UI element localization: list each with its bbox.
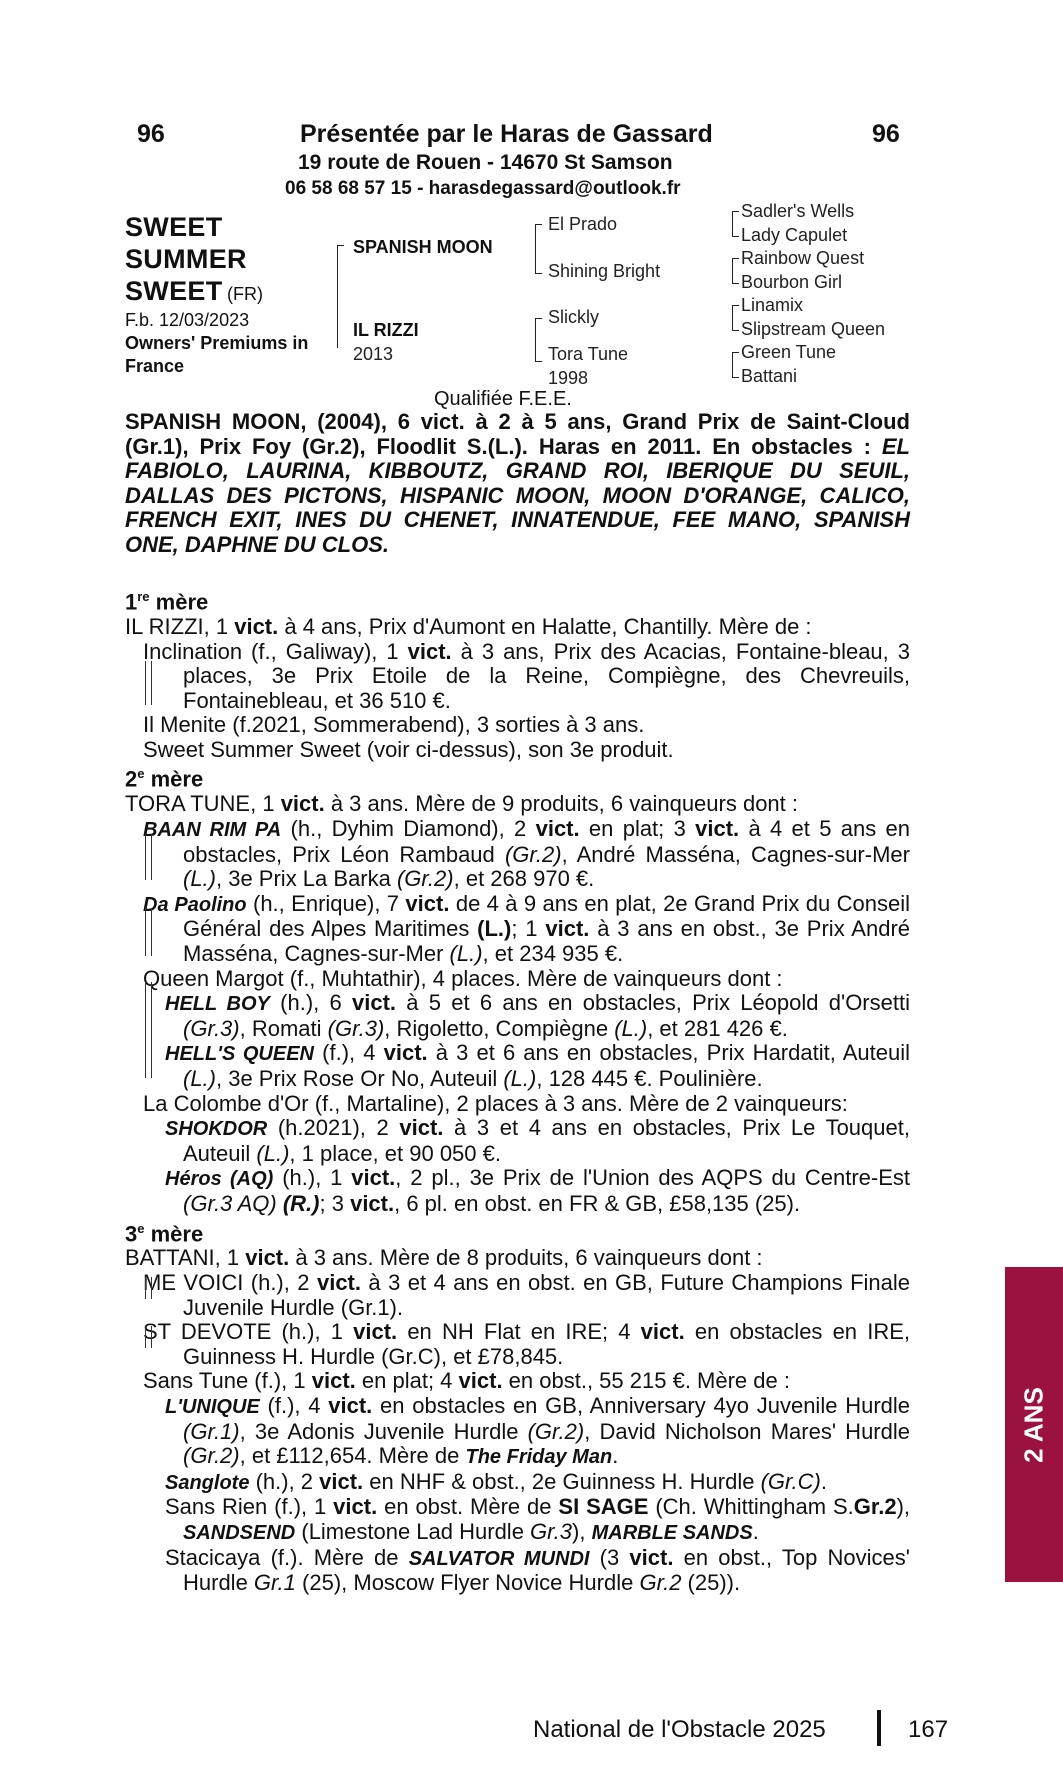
m2-intro: TORA TUNE, 1 vict. à 3 ans. Mère de 9 produits, 6 vainqueurs dont : — [125, 791, 799, 817]
section-title-m1: 1re mère — [125, 589, 209, 615]
pedigree-g4: Bourbon Girl — [741, 272, 843, 292]
pedigree-bracket-parents — [337, 245, 344, 324]
lot-number-left: 96 — [137, 120, 165, 148]
continuation-bar — [145, 1277, 152, 1299]
continuation-bar — [145, 834, 152, 880]
presenter: Présentée par le Haras de Gassard — [300, 120, 713, 148]
pedigree-bracket-dam — [535, 318, 542, 362]
continuation-bar — [145, 1326, 152, 1348]
pedigree-g6: Slipstream Queen — [741, 319, 886, 339]
pedigree-bracket-g56 — [732, 305, 739, 331]
m2-grandproduce-hells-queen: HELL'S QUEEN (f.), 4 vict. à 3 et 6 ans en obstacles, Prix Hardatit, Auteuil (L.), 3e Prix Rose Or No, Auteuil (L.), 128 445 €. Poulinière. — [165, 1040, 910, 1091]
m3-grandproduce-sanglote: Sanglote (h.), 2 vict. en NHF & obst., 2e Guinness H. Hurdle (Gr.C). — [165, 1468, 827, 1494]
age-side-tab-label: 2 ANS — [1018, 1386, 1049, 1463]
m3-grandproduce-sans-rien: Sans Rien (f.), 1 vict. en obst. Mère de SI SAGE (Ch. Whittingham S.Gr.2), SANDSEND (Limestone Lad Hurdle Gr.3), MARBLE SANDS. — [165, 1494, 911, 1544]
pedigree-g7: Green Tune — [741, 342, 837, 362]
continuation-bar — [145, 982, 152, 1078]
horse-name-line2: SUMMER — [125, 244, 247, 274]
sire-offspring: EL FABIOLO, LAURINA, KIBBOUTZ, GRAND ROI, IBERIQUE DU SEUIL, DALLAS DES PICTONS, HISPANIC MOON, MOON D'ORANGE, CALICO, FRENCH EXIT, INES DU CHENET, INNATENDUE, FEE MANO, SPANISH ONE, DAPHNE DU CLOS. — [125, 433, 910, 557]
continuation-bar — [145, 661, 152, 705]
premiums-line1: Owners' Premiums in — [125, 333, 309, 353]
horse-name-line1: SWEET — [125, 212, 223, 242]
pedigree-dam-sire: Slickly — [548, 307, 600, 327]
qualification: Qualifiée F.E.E. — [434, 388, 572, 410]
m3-grandproduce-lunique: L'UNIQUE (f.), 4 vict. en obstacles en GB, Anniversary 4yo Juvenile Hurdle (Gr.1), 3e Adonis Juvenile Hurdle (Gr.2), David Nicholson Mares' Hurdle (Gr.2), et £112,654. Mère de The Friday Man. — [165, 1392, 910, 1469]
m3-produce-me-voici: ME VOICI (h.), 2 vict. à 3 et 4 ans en obst. en GB, Future Champions Finale Juvenile Hurdle (Gr.1). — [143, 1270, 910, 1320]
pedigree-g5: Linamix — [741, 295, 804, 315]
m3-produce-sans-tune: Sans Tune (f.), 1 vict. en plat; 4 vict. en obst., 55 215 €. Mère de : — [143, 1368, 790, 1394]
lot-number-right: 96 — [872, 120, 900, 148]
pedigree-sire-dam: Shining Bright — [548, 261, 661, 281]
m2-produce-queen-margot: Queen Margot (f., Muhtathir), 4 places. Mère de vainqueurs dont : — [143, 965, 783, 991]
contact: 06 58 68 57 15 - harasdegassard@outlook.fr — [285, 178, 681, 199]
m2-grandproduce-shokdor: SHOKDOR (h.2021), 2 vict. à 3 et 4 ans en obstacles, Prix Le Touquet, Auteuil (L.), 1 place, et 90 050 €. — [165, 1115, 910, 1166]
pedigree-dam-dam: Tora Tune — [548, 344, 629, 364]
m1-produce-il-menite: Il Menite (f.2021, Sommerabend), 3 sorties à 3 ans. — [143, 712, 645, 738]
pedigree-bracket-g12 — [732, 211, 739, 237]
m3-grandproduce-stacicaya: Stacicaya (f.). Mère de SALVATOR MUNDI (3 vict. en obst., Top Novices' Hurdle Gr.1 (25), Moscow Flyer Novice Hurdle Gr.2 (25)). — [165, 1544, 910, 1596]
m1-produce-sweet-summer-sweet: Sweet Summer Sweet (voir ci-dessus), son 3e produit. — [143, 736, 674, 762]
m2-grandproduce-hell-boy: HELL BOY (h.), 6 vict. à 5 et 6 ans en obstacles, Prix Léopold d'Orsetti (Gr.3), Romati (Gr.3), Rigoletto, Compiègne (L.), et 281 426 €. — [165, 990, 910, 1041]
address: 19 route de Rouen - 14670 St Samson — [298, 151, 673, 174]
m2-grandproduce-heros: Héros (AQ) (h.), 1 vict., 2 pl., 3e Prix de l'Union des AQPS du Centre-Est (Gr.3 AQ) (R.); 3 vict., 6 pl. en obst. en FR & GB, £58,135 (25). — [165, 1165, 910, 1216]
pedigree-sire-sire: El Prado — [548, 214, 618, 234]
pedigree-sire: SPANISH MOON — [353, 237, 493, 257]
pedigree-bracket-g78 — [732, 352, 739, 378]
horse-origin: (FR) — [226, 284, 263, 304]
m2-produce-baan-rim-pa: BAAN RIM PA (h., Dyhim Diamond), 2 vict. en plat; 3 vict. à 4 et 5 ans en obstacles, Prix Léon Rambaud (Gr.2), André Masséna, Cagnes-sur-Mer (L.), 3e Prix La Barka (Gr.2), et 268 970 €. — [143, 816, 910, 892]
m1-produce-inclination: Inclination (f., Galiway), 1 vict. à 3 ans, Prix des Acacias, Fontaine-bleau, 3 places, 3e Prix Etoile de la Reine, Compiègne, des Chevreuils, Fontainebleau, et 36 510 €. — [143, 638, 910, 713]
section-title-m2: 2e mère — [125, 766, 204, 792]
page-number: 167 — [908, 1716, 949, 1743]
section-title-m3: 3e mère — [125, 1220, 204, 1246]
horse-name-line3: SWEET — [125, 276, 223, 306]
m3-produce-st-devote: ST DEVOTE (h.), 1 vict. en NH Flat en IRE; 4 vict. en obstacles en IRE, Guinness H. Hurdle (Gr.C), et £78,845. — [143, 1319, 910, 1369]
pedigree-bracket-sire — [535, 224, 542, 274]
premiums-line2: France — [125, 356, 185, 376]
pedigree-dam-dam-year: 1998 — [548, 368, 589, 388]
footer-divider — [877, 1710, 881, 1746]
pedigree-dam-year: 2013 — [353, 344, 394, 364]
sire-intro: SPANISH MOON, (2004), 6 vict. à 2 à 5 ans, Grand Prix de Saint-Cloud (Gr.1), Prix Foy (Gr.2), Floodlit S.(L.). Haras en 2011. En obstacles : — [125, 409, 910, 459]
footer-publication: National de l'Obstacle 2025 — [533, 1716, 826, 1743]
m3-intro: BATTANI, 1 vict. à 3 ans. Mère de 8 produits, 6 vainqueurs dont : — [125, 1245, 763, 1271]
m1-intro: IL RIZZI, 1 vict. à 4 ans, Prix d'Aumont en Halatte, Chantilly. Mère de : — [125, 613, 812, 639]
pedigree-g2: Lady Capulet — [741, 225, 848, 245]
m2-produce-la-colombe: La Colombe d'Or (f., Martaline), 2 places à 3 ans. Mère de 2 vainqueurs: — [143, 1090, 848, 1116]
horse-info: F.b. 12/03/2023 — [125, 310, 250, 330]
m2-produce-da-paolino: Da Paolino (h., Enrique), 7 vict. de 4 à 9 ans en plat, 2e Grand Prix du Conseil Général des Alpes Maritimes (L.); 1 vict. à 3 ans en obst., 3e Prix André Masséna, Cagnes-sur-Mer (L.), et 234 935 €. — [143, 890, 911, 966]
pedigree-bracket-g34 — [732, 258, 739, 284]
age-side-tab — [1005, 1267, 1063, 1582]
pedigree-g3: Rainbow Quest — [741, 248, 865, 268]
pedigree-g1: Sadler's Wells — [741, 201, 855, 221]
family-body — [125, 585, 910, 1596]
pedigree-bracket-tail — [337, 323, 338, 348]
pedigree-g8: Battani — [741, 366, 798, 386]
sire-paragraph — [125, 410, 910, 557]
pedigree-dam: IL RIZZI — [353, 320, 419, 340]
continuation-bar — [145, 908, 152, 956]
